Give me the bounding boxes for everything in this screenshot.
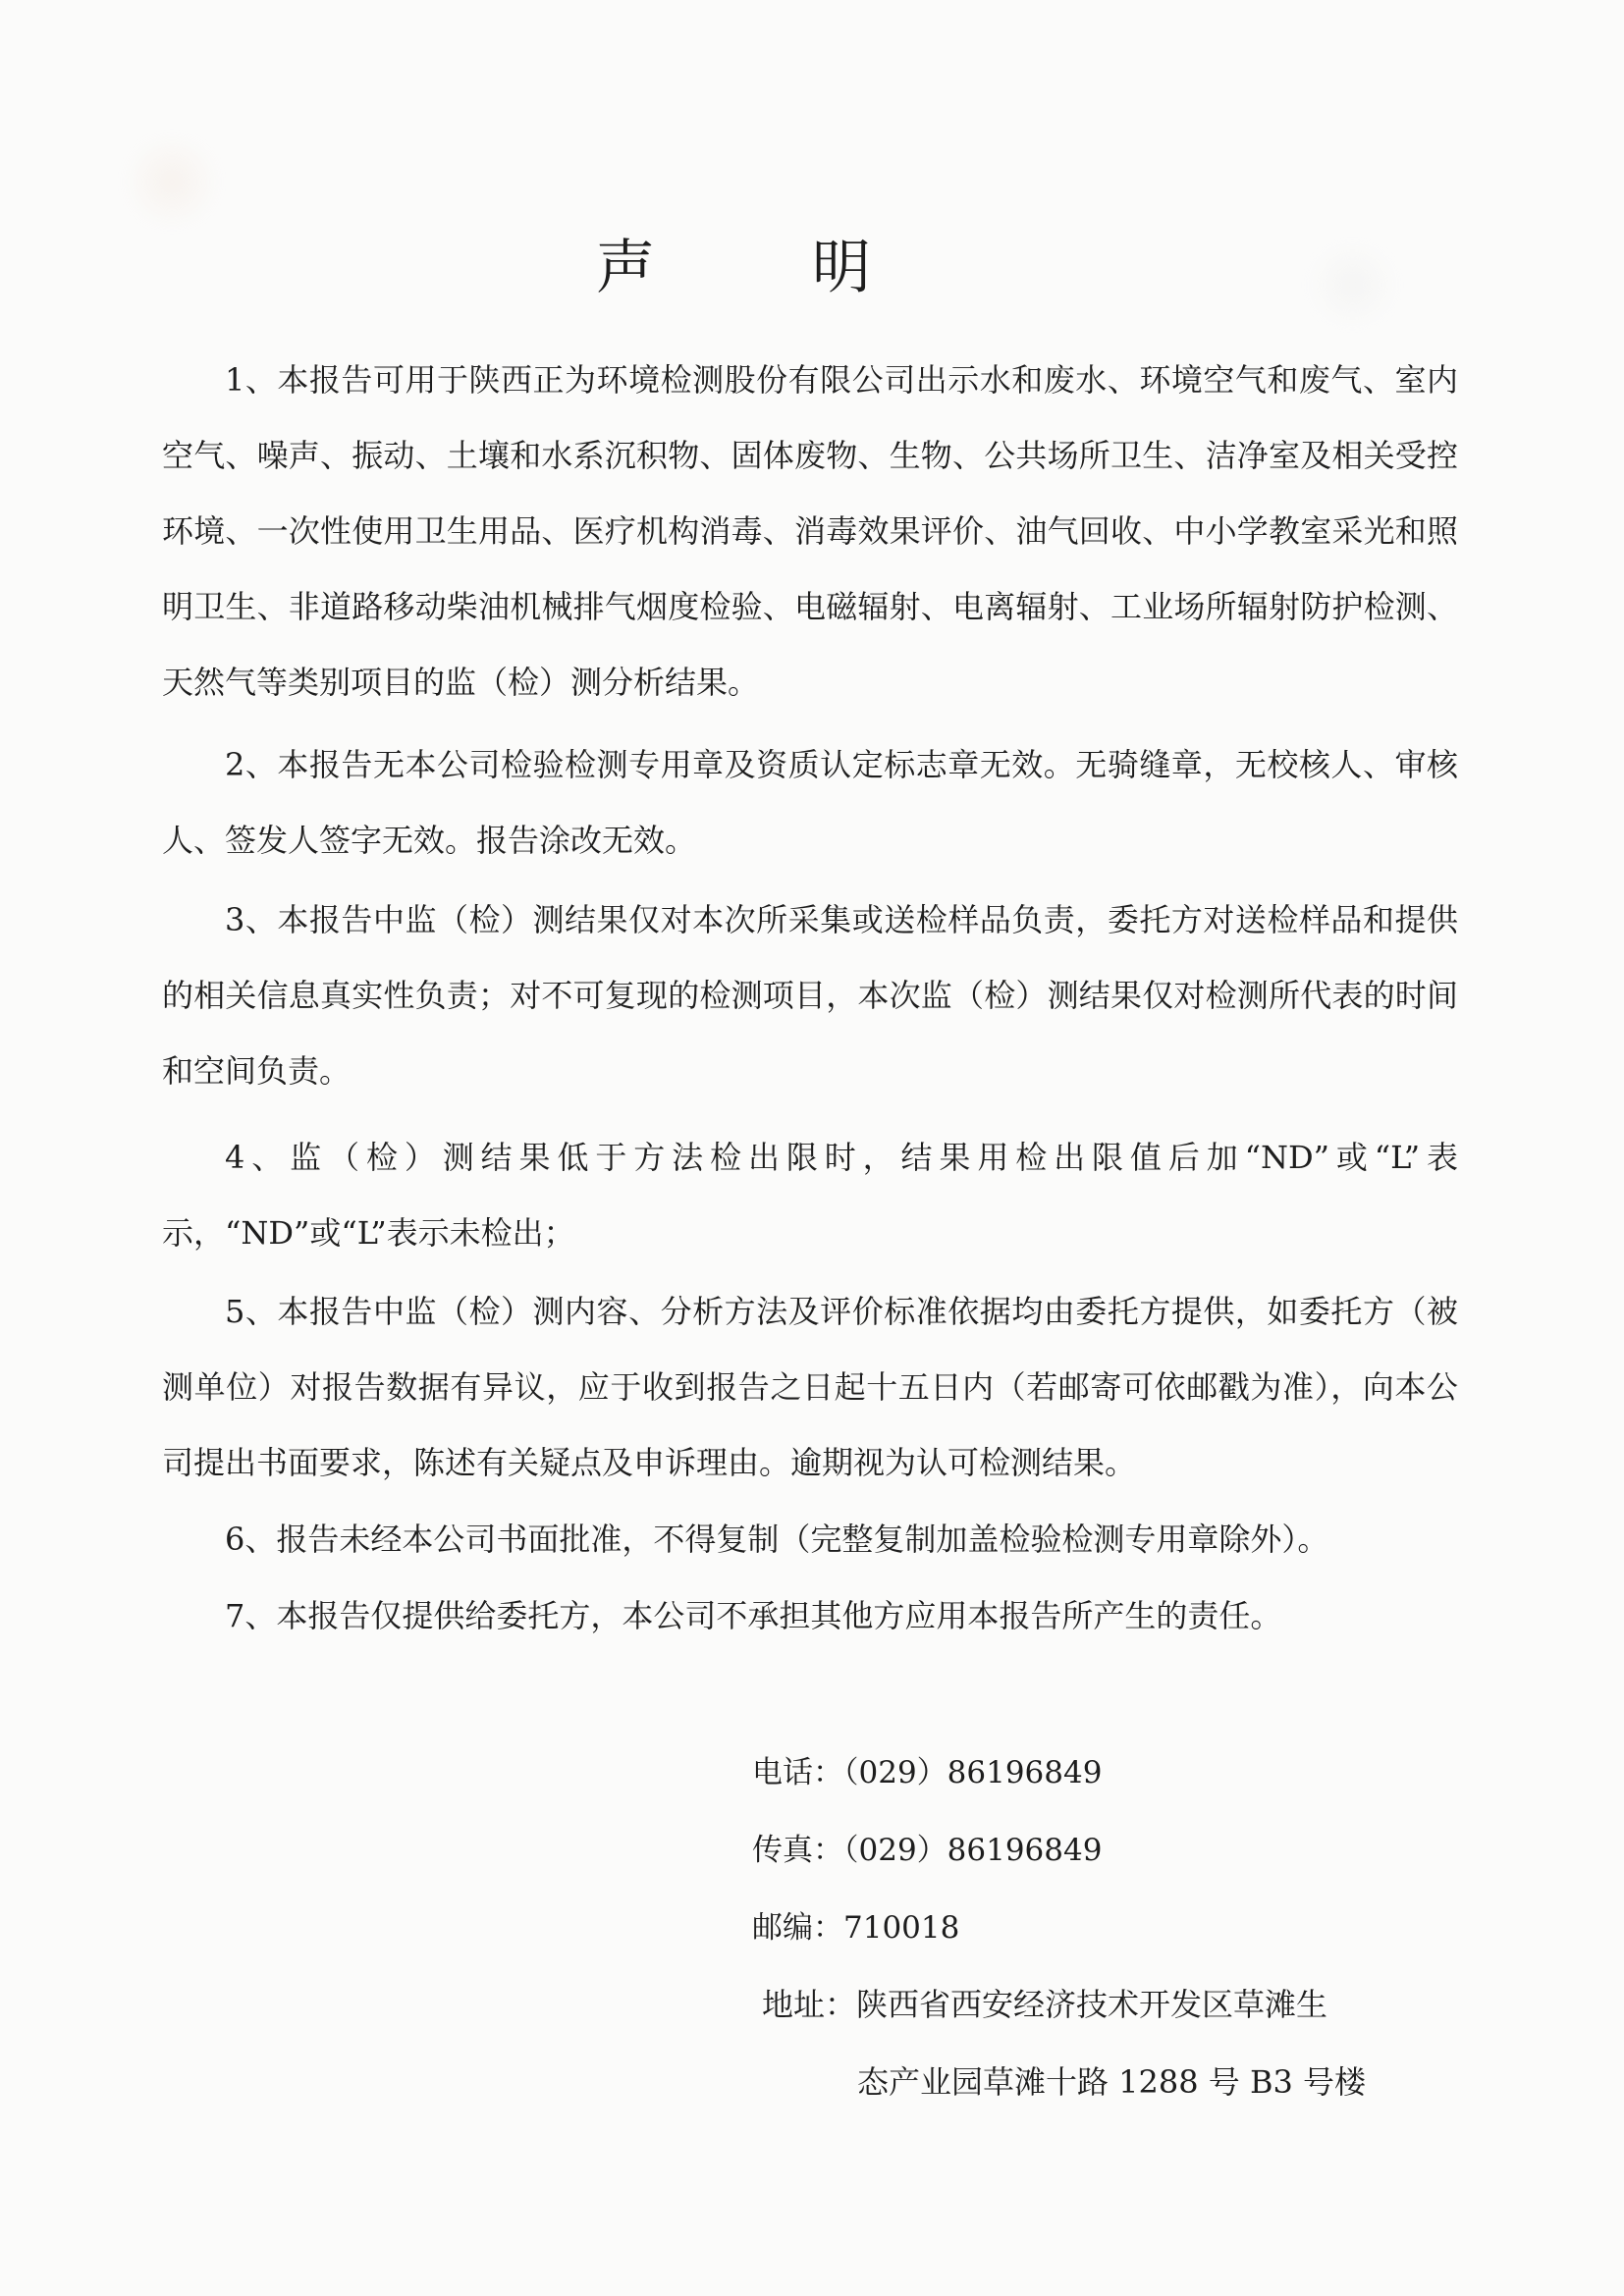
clause-4: 4、监（检）测结果低于方法检出限时，结果用检出限值后加“ND”或“L”表示，“ND”或“L”表示未检出； — [162, 1139, 1458, 1252]
page-title: 声明 — [596, 234, 1028, 302]
contact-postcode: 邮编：710018 — [752, 1910, 960, 1946]
clause-1: 1、本报告可用于陕西正为环境检测股份有限公司出示水和废水、环境空气和废气、室内空气、噪声、振动、土壤和水系沉积物、固体废物、生物、公共场所卫生、洁净室及相关受控环境、一次性使用卫生用品、医疗机构消毒、消毒效果评价、油气回收、中小学教室采光和照明卫生、非道路移动柴油机械排气烟度检验、电磁辐射、电离辐射、工业场所辐射防护检测、天然气等类别项目的监（检）测分析结果。 — [162, 361, 1458, 701]
clause-6: 6、报告未经本公司书面批准，不得复制（完整复制加盖检验检测专用章除外）。 — [225, 1521, 1329, 1558]
contact-address-line-2: 态产业园草滩十路 1288 号 B3 号楼 — [857, 2063, 1367, 2101]
contact-address-line-1: 地址：陕西省西安经济技术开发区草滩生 — [762, 1986, 1328, 2023]
clause-5: 5、本报告中监（检）测内容、分析方法及评价标准依据均由委托方提供，如委托方（被测单位）对报告数据有异议，应于收到报告之日起十五日内（若邮寄可依邮戳为准），向本公司提出书面要求，陈述有关疑点及申诉理由。逾期视为认可检测结果。 — [162, 1293, 1458, 1481]
clause-7: 7、本报告仅提供给委托方，本公司不承担其他方应用本报告所产生的责任。 — [225, 1597, 1282, 1634]
scan-stain-mark — [118, 137, 226, 226]
clause-3: 3、本报告中监（检）测结果仅对本次所采集或送检样品负责，委托方对送检样品和提供的相关信息真实性负责；对不可复现的检测项目，本次监（检）测结果仅对检测所代表的时间和空间负责。 — [162, 901, 1458, 1090]
contact-fax: 传真：（029）86196849 — [752, 1833, 1103, 1868]
contact-telephone: 电话：（029）86196849 — [752, 1755, 1103, 1790]
clause-2: 2、本报告无本公司检验检测专用章及资质认定标志章无效。无骑缝章，无校核人、审核人、签发人签字无效。报告涂改无效。 — [162, 746, 1458, 859]
